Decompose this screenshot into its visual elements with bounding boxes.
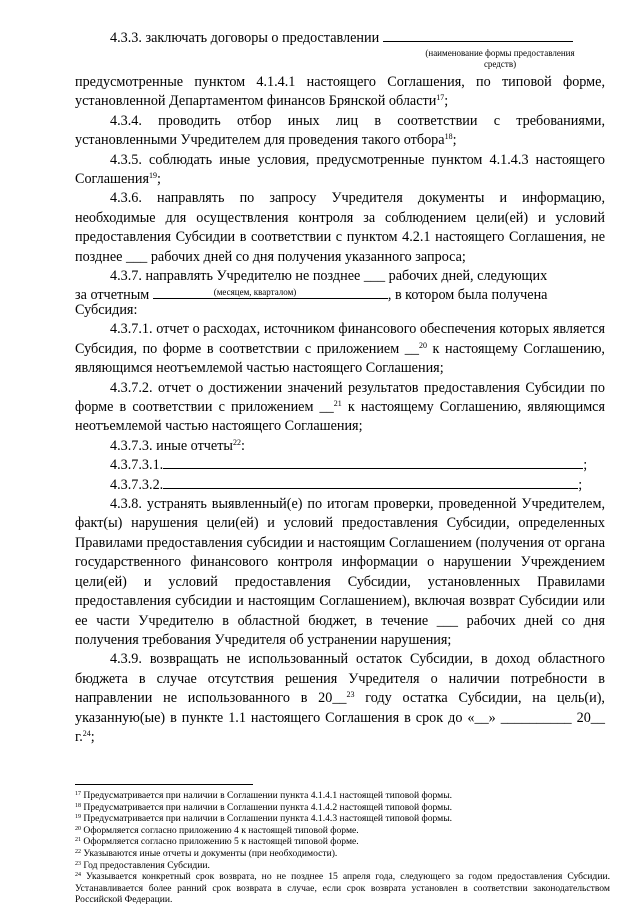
clause-4-3-7-3-1: 4.3.7.3.1.	[110, 457, 164, 474]
clause-text: предусмотренные пунктом 4.1.4.1 настоящего Соглашения, по типовой форме, установленной Департаментом финансов Брянской области	[75, 74, 605, 110]
punct: ;	[444, 93, 449, 110]
footnote-num: 17	[75, 791, 81, 797]
blank-line	[163, 476, 578, 489]
footnote-num: 20	[75, 825, 81, 832]
period-caption: (месяцем, кварталом)	[213, 287, 297, 297]
footnote-ref: 22	[232, 437, 241, 447]
punct: :	[240, 437, 245, 454]
footnote-text: Указываются иные отчеты и документы (при необходимости).	[83, 847, 338, 859]
footnote-text: Предусматривается при наличии в Соглашении пункта 4.1.4.2 настоящей типовой формы.	[83, 801, 453, 813]
clause-4-3-9: 4.3.9. возвращать не использованный остаток Субсидии, в доход областного бюджета в случае отсутствия решения Учредителя о наличии потребности в направлении не использованного в 20__	[75, 651, 605, 707]
blank-line	[163, 456, 583, 469]
clause-4-3-7: 4.3.7. направлять Учредителю не позднее ___ рабочих дней, следующих	[110, 268, 548, 285]
punct: ;	[583, 457, 588, 474]
footnote-text: Указывается конкретный срок возврата, но не позднее 15 апреля года, следующего за годом предоставления Субсидии. Устанавливается более ранний срок возврата в случае, если срок возврата установлен в соответствии законодательством Российской Федерации.	[75, 871, 610, 906]
clause-4-3-7-3: 4.3.7.3. иные отчеты	[110, 437, 233, 454]
footnote	[75, 825, 610, 837]
footnote	[75, 813, 610, 825]
footnote-num: 21	[75, 837, 81, 844]
clause-4-3-6: 4.3.6. направлять по запросу Учредителя документы и информацию, необходимые для осуществления контроля за соблюдением цели(ей) и условий предоставления Субсидии в соответствии с пунктом 4.2.1 настоящего Соглашения, не позднее ___ рабочих дней со дня получения указанного запроса;	[75, 190, 605, 265]
footnote	[75, 848, 610, 860]
footnote-divider	[75, 784, 253, 785]
punct: ;	[90, 728, 95, 745]
footnote-text: Предусматривается при наличии в Соглашении пункта 4.1.4.3 настоящей типовой формы.	[83, 813, 453, 825]
footnote	[75, 790, 610, 802]
footnote	[75, 871, 610, 906]
punct: ;	[578, 476, 583, 493]
footnote-ref: 19	[148, 171, 157, 181]
subsidy-label: Субсидия:	[75, 302, 138, 318]
clause-4-3-3	[75, 29, 605, 48]
footnote-num: 22	[75, 848, 81, 855]
footnote-text: Предусматривается при наличии в Соглашении пункта 4.1.4.1 настоящей типовой формы.	[83, 790, 453, 801]
clause-text: к настоящему Соглашению, являющимся неотъемлемой частью настоящего Соглашения;	[75, 340, 605, 377]
clause-4-3-7-3-2: 4.3.7.3.2.	[110, 476, 164, 493]
clause-4-3-7-b2: , в котором была получена	[387, 287, 548, 304]
footnote	[75, 860, 610, 872]
clause-text: к настоящему Соглашению, являющимся неотъемлемой частью настоящего Соглашения;	[75, 399, 605, 435]
footnotes	[75, 790, 610, 906]
footnote-ref: 18	[444, 132, 453, 142]
footnote-ref: 23	[346, 690, 355, 700]
footnote	[75, 802, 610, 814]
footnote-num: 19	[75, 814, 81, 821]
blank-line	[383, 29, 573, 42]
clause-4-3-7-sub	[75, 301, 605, 747]
footnote-text: Оформляется согласно приложению 4 к настоящей типовой форме.	[83, 824, 359, 836]
clause-4-3-3-text: 4.3.3. заключать договоры о предоставлении	[110, 30, 380, 46]
clause-4-3-3-cont	[75, 73, 605, 306]
footnote-num: 18	[75, 802, 81, 809]
footnote	[75, 836, 610, 848]
footnote-text: Оформляется согласно приложению 5 к настоящей типовой форме.	[83, 836, 359, 848]
footnote-ref: 21	[333, 399, 342, 409]
clause-4-3-7-b1: за отчетным	[75, 287, 150, 304]
clause-4-3-4: 4.3.4. проводить отбор иных лиц в соответствии с требованиями, установленными Учредителем для проведения такого отбора	[75, 112, 605, 149]
clause-4-3-5: 4.3.5. соблюдать иные условия, предусмотренные пунктом 4.1.4.3 настоящего Соглашения	[75, 151, 605, 188]
footnote-ref: 20	[418, 340, 427, 350]
footnote-ref: 24	[82, 728, 91, 738]
footnote-num: 24	[75, 872, 81, 879]
punct: ;	[156, 171, 161, 188]
punct: ;	[452, 132, 457, 149]
footnote-num: 23	[75, 860, 81, 867]
footnote-text: Год предоставления Субсидии.	[83, 859, 210, 871]
clause-4-3-7-1: 4.3.7.1. отчет о расходах, источником финансового обеспечения которых является Субсидия, по форме в соответствии с приложением __	[75, 321, 605, 357]
form-caption: (наименование формы предоставления средств)	[425, 48, 575, 69]
clause-4-3-7-2: 4.3.7.2. отчет о достижении значений результатов предоставления Субсидии по форме в соответствии с приложением __	[75, 379, 605, 416]
footnote-ref: 17	[436, 93, 445, 103]
clause-text: году остатка Субсидии, на цель(и), указанную(ые) в пункте 1.1 настоящего Соглашения в срок до «__» __________ 20__ г.	[75, 690, 605, 745]
clause-4-3-8: 4.3.8. устранять выявленный(е) по итогам проверки, проведенной Учредителем, факт(ы) нарушения цели(ей) и условий предоставления Субсидии, определенных Правилами предоставления субсидии и настоящим Соглашением (получения от органа государственного финансового контроля информации о нарушении Учреждением цели(ей) и условий предоставления Субсидии, установленных Правилами предоставления субсидии и настоящим Соглашением), включая возврат Субсидии или ее части Учредителю в областной бюджет, в течение ___ рабочих дней со дня получения требования Учредителя об устранении нарушения;	[75, 496, 605, 648]
